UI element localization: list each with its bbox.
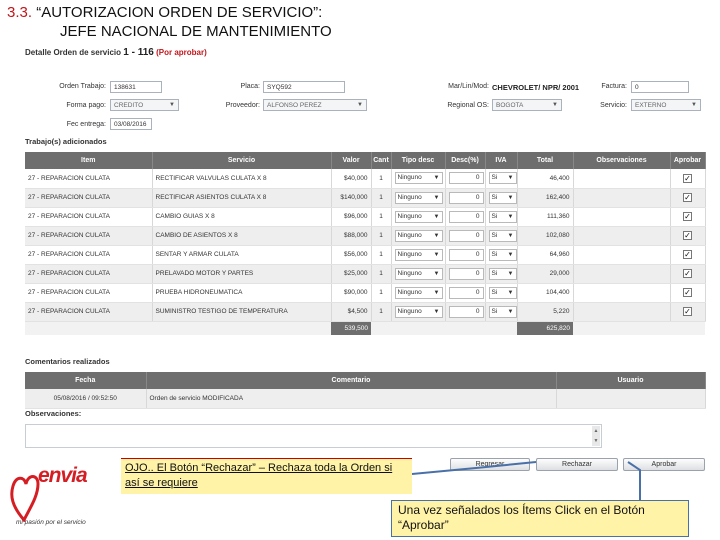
row-servicio: RECTIFICAR ASIENTOS CULATA X 8 — [152, 188, 331, 207]
rechazar-button[interactable]: Rechazar — [536, 458, 618, 471]
chevron-down-icon: ▼ — [433, 270, 440, 277]
chevron-down-icon: ▼ — [169, 102, 175, 108]
row-item: 27 - REPARACION CULATA — [25, 245, 152, 264]
aprobar-pointer — [628, 462, 640, 502]
col-header-valor: Valor — [331, 152, 371, 169]
row-valor: $40,000 — [331, 169, 371, 188]
aprobar-checkbox[interactable]: ✓ — [684, 288, 691, 297]
servicio-value: EXTERNO — [635, 102, 667, 109]
aprobar-checkbox[interactable]: ✓ — [684, 269, 691, 278]
aprobar-checkbox[interactable]: ✓ — [684, 173, 691, 183]
comentario-texto: Orden de servicio MODIFICADA — [146, 389, 556, 408]
chevron-down-icon: ▼ — [507, 232, 514, 239]
row-total: 46,400 — [517, 169, 573, 188]
col-header-fecha: Fecha — [25, 372, 146, 389]
col-header-total: Total — [517, 152, 573, 169]
desc-input[interactable]: 0 — [449, 211, 484, 223]
forma-pago-value: CREDITO — [114, 102, 144, 109]
iva-value: Si — [491, 193, 498, 201]
iva-value: Si — [491, 231, 498, 239]
row-cant: 1 — [371, 226, 391, 245]
row-valor: $88,000 — [331, 226, 371, 245]
chevron-down-icon: ▼ — [507, 270, 514, 277]
marlin-label: Mar/Lin/Mod: — [448, 83, 489, 90]
row-valor: $25,000 — [331, 264, 371, 283]
row-total: 111,360 — [517, 207, 573, 226]
chevron-down-icon: ▼ — [507, 175, 514, 182]
row-total: 104,400 — [517, 283, 573, 302]
comentarios-section-label: Comentarios realizados — [25, 357, 110, 366]
fec-entrega-field[interactable]: 03/08/2016 — [110, 118, 152, 130]
comentario-fecha: 05/08/2016 / 09:52:50 — [25, 389, 146, 408]
regresar-button[interactable]: Regresar — [450, 458, 530, 471]
tipo-desc-value: Ninguno — [397, 212, 422, 220]
factura-field[interactable]: 0 — [631, 81, 689, 93]
iva-value: Si — [491, 250, 498, 258]
col-header-desc: Desc(%) — [445, 152, 485, 169]
row-total: 29,000 — [517, 264, 573, 283]
order-status: (Por aprobar) — [156, 48, 207, 57]
row-cant: 1 — [371, 302, 391, 321]
observaciones-label: Observaciones: — [25, 409, 82, 418]
desc-input[interactable]: 0 — [449, 172, 484, 184]
row-servicio: PRUEBA HIDRONEUMATICA — [152, 283, 331, 302]
aprobar-checkbox[interactable]: ✓ — [684, 307, 691, 316]
rechazar-callout: OJO.. El Botón “Rechazar” – Rechaza toda la Orden si así se requiere — [121, 458, 412, 494]
row-total: 5,220 — [517, 302, 573, 321]
tipo-desc-value: Ninguno — [397, 250, 422, 258]
aprobar-checkbox[interactable]: ✓ — [684, 212, 691, 221]
aprobar-checkbox[interactable]: ✓ — [684, 193, 691, 202]
chevron-down-icon: ▼ — [357, 102, 363, 108]
row-servicio: RECTIFICAR VALVULAS CULATA X 8 — [152, 169, 331, 188]
desc-input[interactable]: 0 — [449, 268, 484, 280]
chevron-down-icon: ▼ — [507, 308, 514, 315]
forma-pago-label: Forma pago: — [66, 102, 106, 109]
chevron-down-icon: ▼ — [507, 251, 514, 258]
col-header-iva: IVA — [485, 152, 517, 169]
iva-value: Si — [491, 269, 498, 277]
row-item: 27 - REPARACION CULATA — [25, 283, 152, 302]
tipo-desc-value: Ninguno — [397, 288, 422, 296]
col-header-aprobar: Aprobar — [670, 152, 705, 169]
panel-header-label: Detalle Orden de servicio — [25, 48, 122, 57]
iva-value: Si — [491, 212, 498, 220]
aprobar-button[interactable]: Aprobar — [623, 458, 705, 471]
row-total: 162,400 — [517, 188, 573, 207]
servicio-label: Servicio: — [600, 102, 627, 109]
placa-field[interactable]: SYQ592 — [263, 81, 345, 93]
chevron-down-icon: ▼ — [552, 102, 558, 108]
row-item: 27 - REPARACION CULATA — [25, 226, 152, 245]
total-valor: 539,500 — [331, 321, 371, 335]
chevron-down-icon: ▼ — [691, 102, 697, 108]
slide-number: 3.3. — [7, 4, 33, 21]
iva-value: Si — [491, 174, 498, 182]
row-valor: $56,000 — [331, 245, 371, 264]
chevron-down-icon: ▼ — [433, 213, 440, 220]
chevron-down-icon: ▼ — [433, 194, 440, 201]
orden-trabajo-field[interactable]: 138631 — [110, 81, 162, 93]
chevron-down-icon: ▼ — [433, 289, 440, 296]
scrollbar[interactable]: ▲ ▼ — [593, 428, 599, 444]
row-valor: $4,500 — [331, 302, 371, 321]
row-servicio: SENTAR Y ARMAR CULATA — [152, 245, 331, 264]
col-header-item: Item — [25, 152, 152, 169]
factura-label: Factura: — [601, 83, 627, 90]
col-header-usuario: Usuario — [556, 372, 705, 389]
row-cant: 1 — [371, 188, 391, 207]
chevron-down-icon: ▼ — [507, 194, 514, 201]
col-header-tipo-desc: Tipo desc — [391, 152, 445, 169]
chevron-down-icon: ▼ — [433, 251, 440, 258]
row-total: 102,080 — [517, 226, 573, 245]
tipo-desc-value: Ninguno — [397, 307, 422, 315]
col-header-comentario: Comentario — [146, 372, 556, 389]
row-item: 27 - REPARACION CULATA — [25, 169, 152, 188]
orden-trabajo-label: Orden Trabajo: — [59, 83, 106, 90]
row-item: 27 - REPARACION CULATA — [25, 264, 152, 283]
iva-value: Si — [491, 288, 498, 296]
proveedor-label: Proveedor: — [225, 102, 260, 109]
regional-value: BOGOTA — [496, 102, 524, 109]
chevron-down-icon: ▼ — [433, 232, 440, 239]
row-item: 27 - REPARACION CULATA — [25, 302, 152, 321]
fec-entrega-label: Fec entrega: — [66, 121, 106, 128]
row-cant: 1 — [371, 207, 391, 226]
aprobar-checkbox[interactable]: ✓ — [684, 231, 691, 240]
chevron-down-icon: ▼ — [507, 213, 514, 220]
desc-input[interactable]: 0 — [449, 306, 484, 318]
proveedor-value: ALFONSO PEREZ — [267, 102, 322, 109]
logo-wordmark: envia — [38, 464, 87, 487]
aprobar-checkbox[interactable]: ✓ — [684, 250, 691, 259]
row-cant: 1 — [371, 264, 391, 283]
desc-input[interactable]: 0 — [449, 230, 484, 242]
chevron-down-icon: ▼ — [507, 289, 514, 296]
rechazar-pointer — [412, 462, 536, 474]
tipo-desc-value: Ninguno — [397, 231, 422, 239]
row-cant: 1 — [371, 283, 391, 302]
envia-logo — [10, 462, 120, 530]
tipo-desc-value: Ninguno — [397, 174, 422, 182]
row-servicio: CAMBIO DE ASIENTOS X 8 — [152, 226, 331, 245]
marlin-value: CHEVROLET/ NPR/ 2001 — [492, 83, 580, 92]
row-total: 64,960 — [517, 245, 573, 264]
placa-label: Placa: — [240, 83, 260, 90]
tipo-desc-value: Ninguno — [397, 193, 422, 201]
row-cant: 1 — [371, 169, 391, 188]
chevron-down-icon: ▼ — [433, 308, 440, 315]
row-valor: $96,000 — [331, 207, 371, 226]
row-item: 27 - REPARACION CULATA — [25, 207, 152, 226]
total-total: 625,820 — [517, 321, 573, 335]
regional-label: Regional OS: — [447, 102, 489, 109]
desc-input[interactable]: 0 — [449, 249, 484, 261]
row-servicio: SUMINISTRO TESTIGO DE TEMPERATURA — [152, 302, 331, 321]
chevron-down-icon: ▼ — [433, 175, 440, 182]
aprobar-callout: Una vez señalados los Ítems Click en el Botón “Aprobar” — [391, 500, 689, 537]
row-item: 27 - REPARACION CULATA — [25, 188, 152, 207]
row-servicio: CAMBIO GUIAS X 8 — [152, 207, 331, 226]
logo-tagline: mi pasión por el servicio — [16, 519, 86, 526]
slide-title-line2: JEFE NACIONAL DE MANTENIMIENTO — [60, 23, 332, 40]
row-servicio: PRELAVADO MOTOR Y PARTES — [152, 264, 331, 283]
order-id: 1 - 116 — [123, 47, 154, 58]
trabajos-section-label: Trabajo(s) adicionados — [25, 137, 107, 146]
row-valor: $140,000 — [331, 188, 371, 207]
row-cant: 1 — [371, 245, 391, 264]
desc-input[interactable]: 0 — [449, 192, 484, 204]
col-header-observaciones: Observaciones — [573, 152, 670, 169]
heart-logo-icon — [10, 470, 40, 522]
row-valor: $90,000 — [331, 283, 371, 302]
col-header-servicio: Servicio — [152, 152, 331, 169]
tipo-desc-value: Ninguno — [397, 269, 422, 277]
iva-value: Si — [491, 307, 498, 315]
desc-input[interactable]: 0 — [449, 287, 484, 299]
slide-title-line1: “AUTORIZACION ORDEN DE SERVICIO”: — [36, 4, 323, 21]
col-header-cant: Cant — [371, 152, 391, 169]
